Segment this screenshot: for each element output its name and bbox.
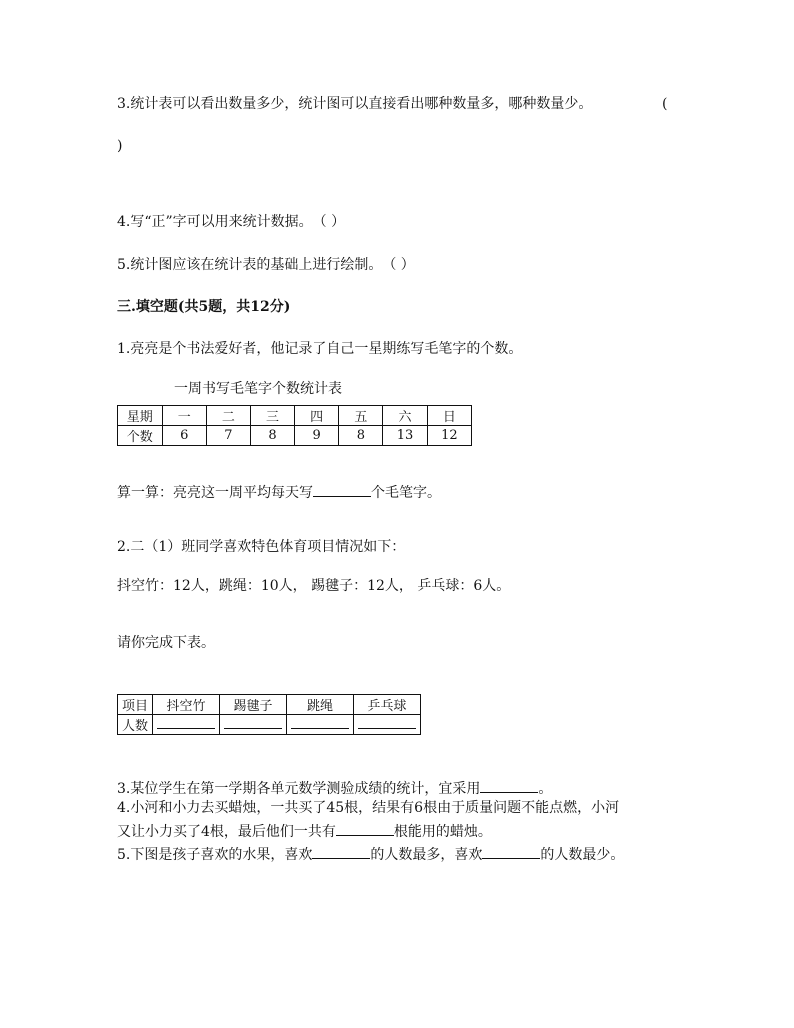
q3-text-before: 3.某位学生在第一学期各单元数学测验成绩的统计，宜采用 <box>117 781 481 797</box>
table-cell: 一 <box>162 406 206 426</box>
judge-q3-paren-close[interactable]: ) <box>117 138 123 154</box>
table-cell: 抖空竹 <box>153 695 220 715</box>
table-cell: 日 <box>427 406 471 426</box>
table-cell: 个数 <box>118 426 163 446</box>
answer-blank[interactable] <box>224 716 282 729</box>
table-cell: 12 <box>427 426 471 446</box>
fill-question-5 <box>117 844 624 864</box>
table-cell <box>220 715 287 735</box>
table-cell: 13 <box>383 426 427 446</box>
table-cell <box>287 715 354 735</box>
average-answer-blank[interactable] <box>313 482 371 497</box>
judge-question-4: 4.写“正”字可以用来统计数据。 （ ） <box>117 214 346 230</box>
judge-q3-paren-open[interactable]: ( <box>662 96 668 112</box>
answer-blank[interactable] <box>157 716 215 729</box>
section-heading-fill-blank: 三.填空题(共5题，共12分) <box>117 299 291 315</box>
least-liked-blank[interactable] <box>482 844 540 859</box>
answer-blank[interactable] <box>358 716 416 729</box>
fill-question-3 <box>117 778 552 798</box>
table-cell: 6 <box>162 426 206 446</box>
judge-question-5: 5.统计图应该在统计表的基础上进行绘制。 （ ） <box>117 257 415 273</box>
table-cell: 8 <box>250 426 294 446</box>
q5-text-c: 的人数最少。 <box>540 847 625 863</box>
fill-question-2-data: 抖空竹：12人，跳绳：10人， 踢毽子：12人， 乒乓球：6人。 <box>117 578 511 594</box>
judge-q3-text: 3.统计表可以看出数量多少，统计图可以直接看出哪种数量多，哪种数量少。 <box>117 96 593 112</box>
fill-question-1-calc <box>117 482 441 502</box>
fill-question-4-line1: 4.小河和小力去买蜡烛，一共买了45根，结果有6根由于质量问题不能点燃，小河 <box>117 800 620 816</box>
table-cell: 六 <box>383 406 427 426</box>
table-cell: 二 <box>206 406 250 426</box>
table-cell: 9 <box>295 426 339 446</box>
table-cell: 人数 <box>118 715 153 735</box>
table-row <box>118 406 472 426</box>
calc-text-after: 个毛笔字。 <box>371 485 441 501</box>
fill-question-4-line2 <box>117 821 492 841</box>
table-cell: 四 <box>295 406 339 426</box>
calc-text-before: 算一算：亮亮这一周平均每天写 <box>117 485 313 501</box>
weekly-writing-table <box>117 405 472 446</box>
answer-blank[interactable] <box>291 716 349 729</box>
fill-question-2: 2.二（1）班同学喜欢特色体育项目情况如下： <box>117 539 406 555</box>
table-cell <box>153 715 220 735</box>
most-liked-blank[interactable] <box>312 844 370 859</box>
table-cell: 乒乓球 <box>354 695 421 715</box>
candle-count-blank[interactable] <box>336 821 394 836</box>
chart-type-blank[interactable] <box>480 778 538 793</box>
table-cell: 跳绳 <box>287 695 354 715</box>
sports-table <box>117 694 421 735</box>
table-row <box>118 426 472 446</box>
table-row <box>118 715 421 735</box>
table-cell: 项目 <box>118 695 153 715</box>
judge-question-3 <box>117 95 592 113</box>
table-cell <box>354 715 421 735</box>
table-cell: 星期 <box>118 406 163 426</box>
table-cell: 8 <box>339 426 383 446</box>
table-cell: 三 <box>250 406 294 426</box>
table-cell: 踢毽子 <box>220 695 287 715</box>
table-cell: 五 <box>339 406 383 426</box>
q5-text-b: 的人数最多，喜欢 <box>370 847 483 863</box>
q4-text-before: 又让小力买了4根，最后他们一共有 <box>117 824 336 840</box>
fill-question-1: 1.亮亮是个书法爱好者，他记录了自己一星期练写毛笔字的个数。 <box>117 341 523 357</box>
table-cell: 7 <box>206 426 250 446</box>
q3-text-after: 。 <box>538 781 553 797</box>
q4-text-after: 根能用的蜡烛。 <box>393 824 492 840</box>
q5-text-a: 5.下图是孩子喜欢的水果，喜欢 <box>117 847 313 863</box>
table1-caption: 一周书写毛笔字个数统计表 <box>174 381 342 397</box>
table-row <box>118 695 421 715</box>
fill-question-2-prompt: 请你完成下表。 <box>117 635 215 651</box>
